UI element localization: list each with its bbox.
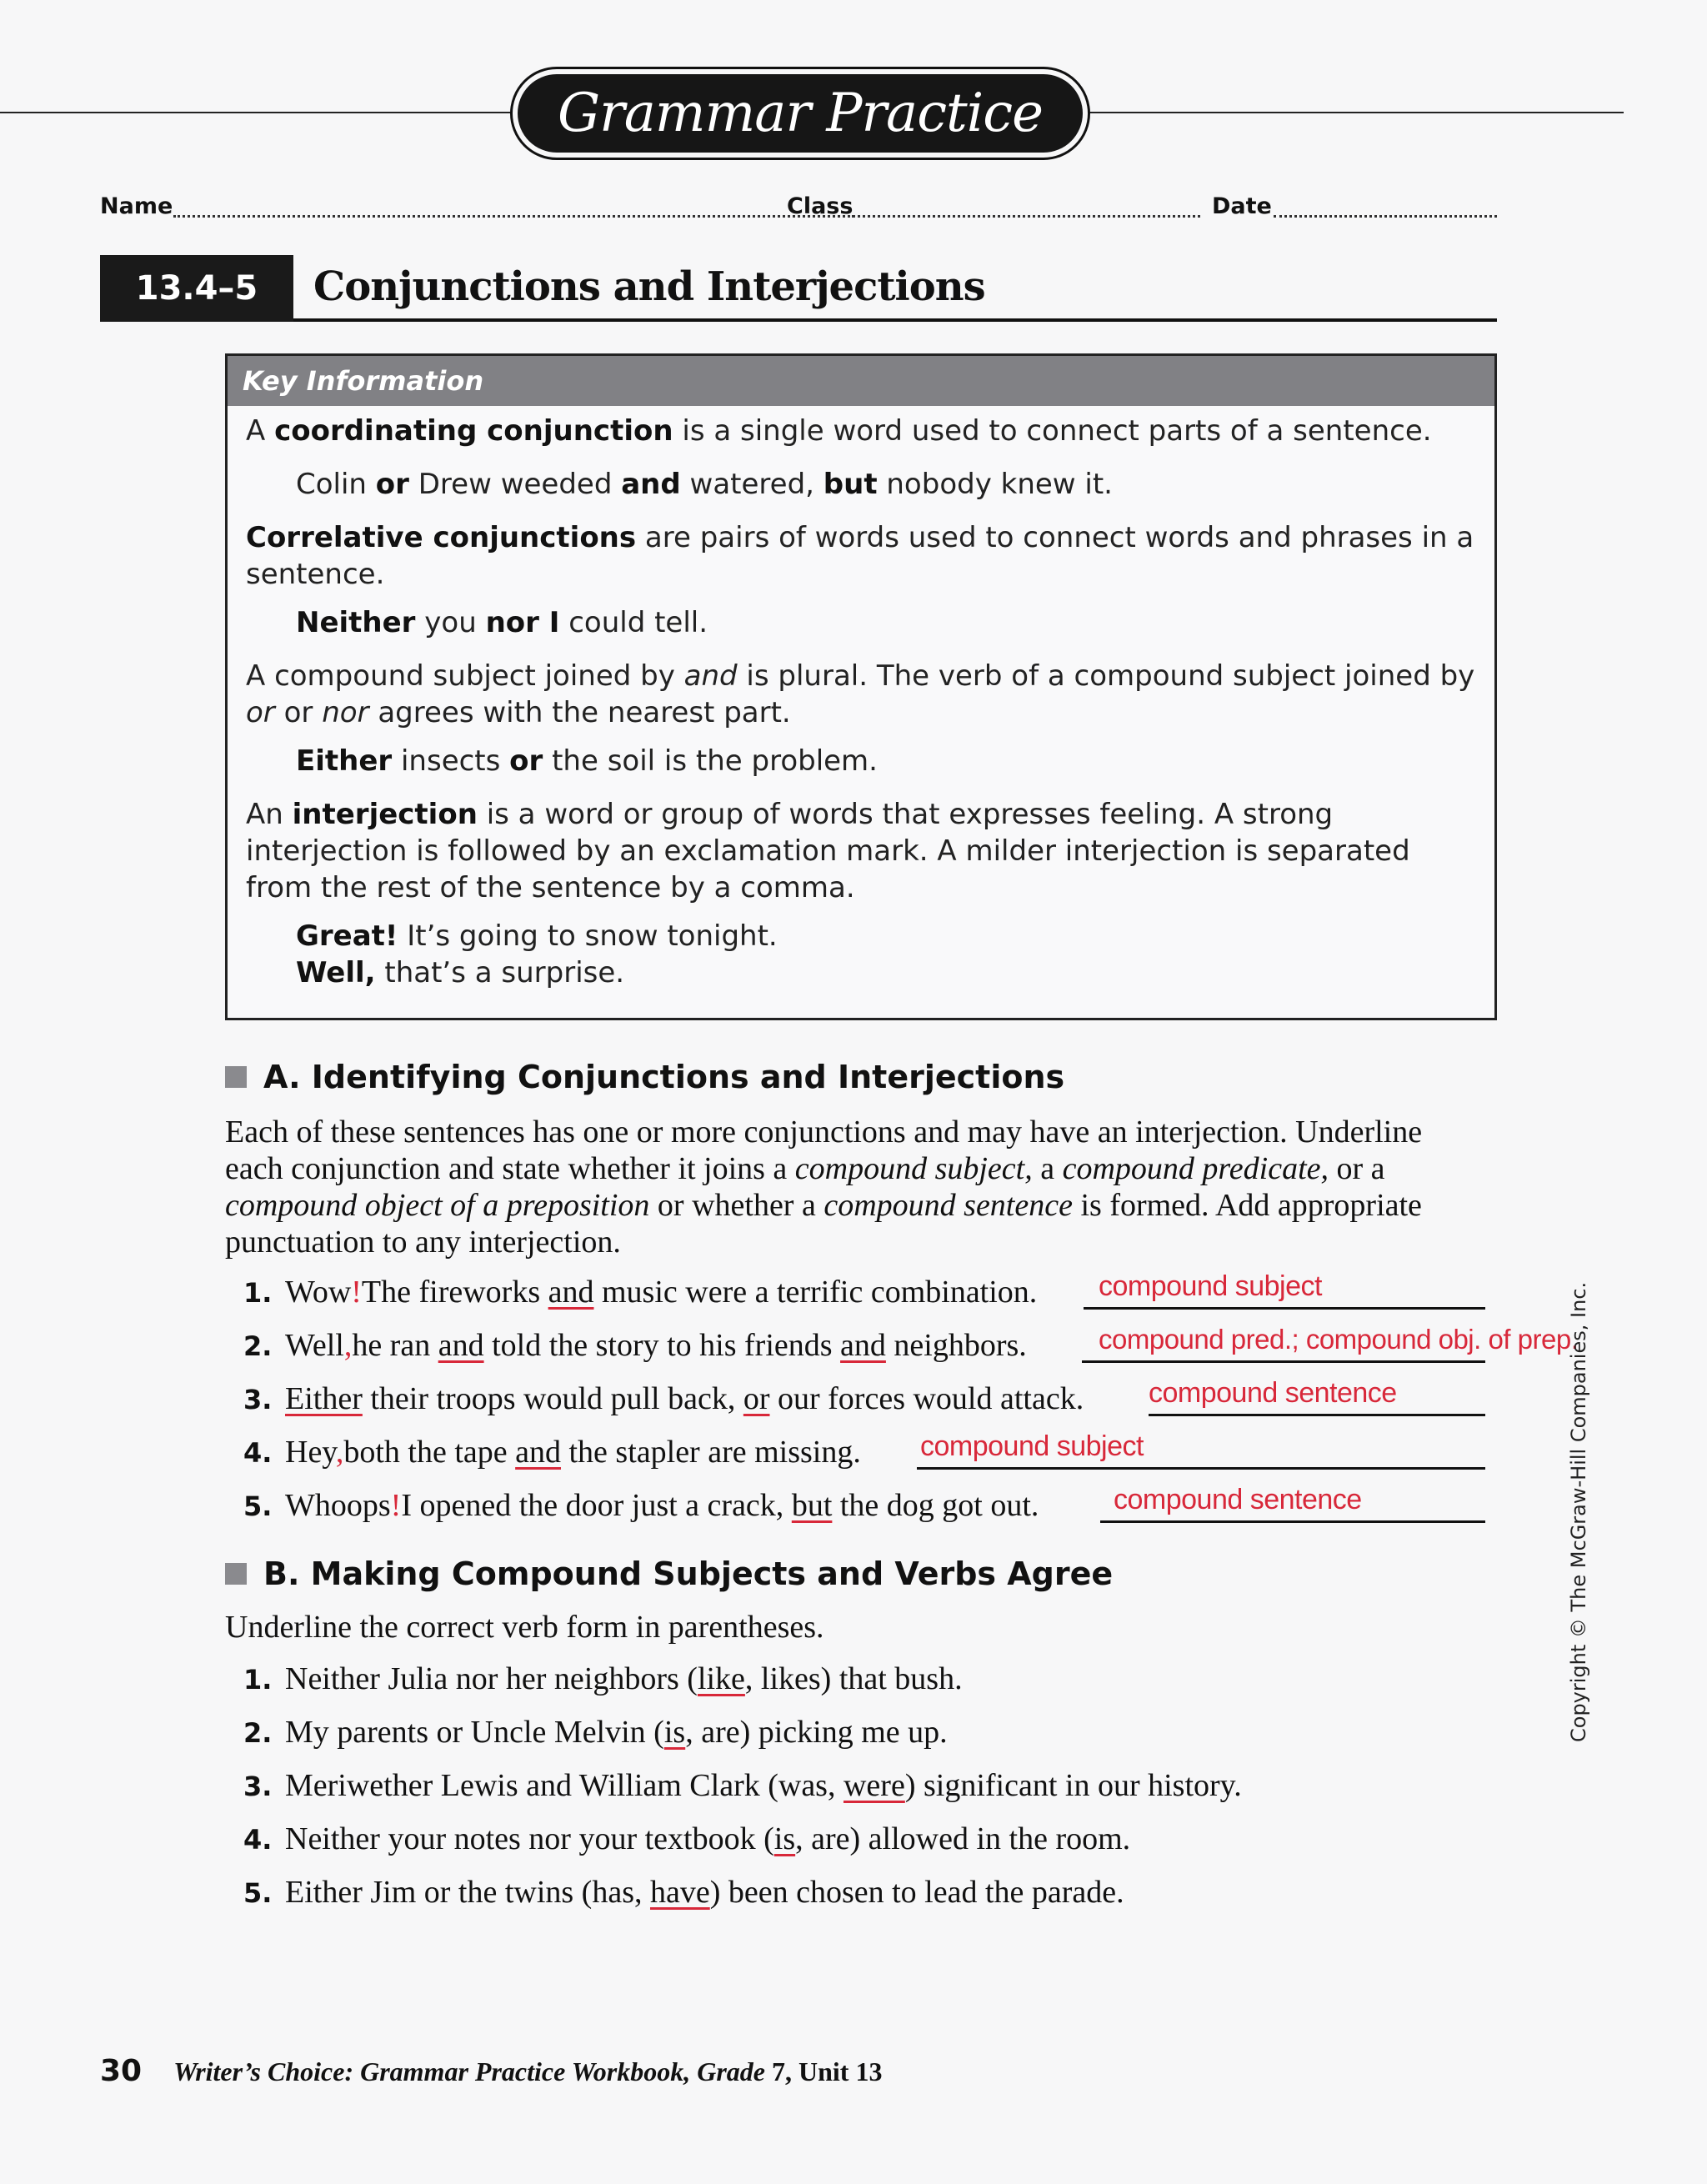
key-example-correlative: Neither you nor I could tell. [296,606,708,639]
section-title: Conjunctions and Interjections [313,263,985,310]
key-example-coordinating: Colin or Drew weeded and watered, but nobody knew it. [296,468,1113,501]
class-label: Class [787,193,854,219]
part-b-item-3: 3. Meriwether Lewis and William Clark (was, were) significant in our history. [243,1768,1242,1803]
part-b-instructions: Underline the correct verb form in parentheses. [225,1610,824,1645]
answer-line-a2[interactable] [1082,1360,1485,1363]
key-paragraph-coordinating: A coordinating conjunction is a single word used to connect parts of a sentence. [246,414,1432,448]
workbook-title: Writer’s Choice: Grammar Practice Workbook, Grade [173,2056,765,2086]
key-information-body [246,413,1478,1008]
answer-a4: compound subject [920,1430,1144,1462]
name-field[interactable] [173,215,870,218]
workbook-grade-unit: 7, Unit 13 [772,2056,883,2086]
date-field[interactable] [1274,215,1497,218]
part-b-item-4: 4. Neither your notes nor your textbook (is, are) allowed in the room. [243,1821,1131,1856]
part-a-item-1: 1. Wow!The fireworks and music were a terrific combination. [243,1275,1038,1310]
key-paragraph-correlative: Correlative conjunctions are pairs of words used to connect words and phrases in a sentence. [246,521,1474,591]
part-a-heading: A. Identifying Conjunctions and Interjections [225,1059,1064,1095]
key-information-box [225,353,1497,1020]
part-b-item-1: 1. Neither Julia nor her neighbors (like, likes) that bush. [243,1661,963,1696]
key-paragraph-compound-subject: A compound subject joined by and is plural. The verb of a compound subject joined by or or nor agrees with the nearest part. [246,659,1475,729]
date-label: Date [1212,193,1272,219]
student-info-line [100,193,1497,227]
answer-line-a3[interactable] [1149,1414,1485,1416]
part-a-instructions: Each of these sentences has one or more conjunctions and may have an interjection. Underline each conjunction and state whether it joins a compound subject, a compound predicate, or a compound object of a preposition or whether a compound sentence is formed. Add appropriate punctuation to any interjection. [225,1115,1423,1260]
key-example-compound-subject: Either insects or the soil is the problem. [296,744,878,778]
page-footer [100,2054,882,2088]
name-label: Name [100,193,173,219]
part-b-item-2: 2. My parents or Uncle Melvin (is, are) picking me up. [243,1715,948,1750]
part-b-heading: B. Making Compound Subjects and Verbs Agree [225,1555,1113,1592]
part-a-item-5: 5. Whoops!I opened the door just a crack, but the dog got out. [243,1488,1039,1523]
part-a-item-3: 3. Either their troops would pull back, or our forces would attack. [243,1381,1084,1416]
answer-line-a5[interactable] [1100,1520,1485,1523]
answer-a1: compound subject [1099,1270,1322,1302]
answer-a3: compound sentence [1149,1377,1397,1409]
answer-a5: compound sentence [1114,1484,1362,1515]
part-a-item-4: 4. Hey,both the tape and the stapler are missing. [243,1435,861,1470]
answer-line-a4[interactable] [917,1467,1485,1470]
banner-title: Grammar Practice [558,83,1043,144]
square-bullet-icon [225,1066,247,1088]
section-number: 13.4–5 [100,255,293,322]
copyright-notice: Copyright © The McGraw-Hill Companies, Inc. [1567,1281,1590,1742]
part-b-item-5: 5. Either Jim or the twins (has, have) been chosen to lead the parade. [243,1875,1124,1910]
part-a-item-2: 2. Well,he ran and told the story to his friends and neighbors. [243,1328,1027,1363]
answer-a2: compound pred.; compound obj. of prep. [1099,1324,1579,1355]
header-banner [510,67,1090,160]
section-rule [293,318,1497,322]
key-example-interjection-2: Well, that’s a surprise. [296,956,625,989]
key-paragraph-interjection: An interjection is a word or group of words that expresses feeling. A strong interjection is followed by an exclamation mark. A milder interjection is separated from the rest of the sentence by a comma. [246,798,1410,904]
key-example-interjection-1: Great! It’s going to snow tonight. [296,919,778,953]
answer-line-a1[interactable] [1084,1307,1485,1310]
key-information-heading: Key Information [228,356,1494,406]
square-bullet-icon [225,1563,247,1585]
class-field[interactable] [852,215,1200,218]
page-number: 30 [100,2054,143,2088]
